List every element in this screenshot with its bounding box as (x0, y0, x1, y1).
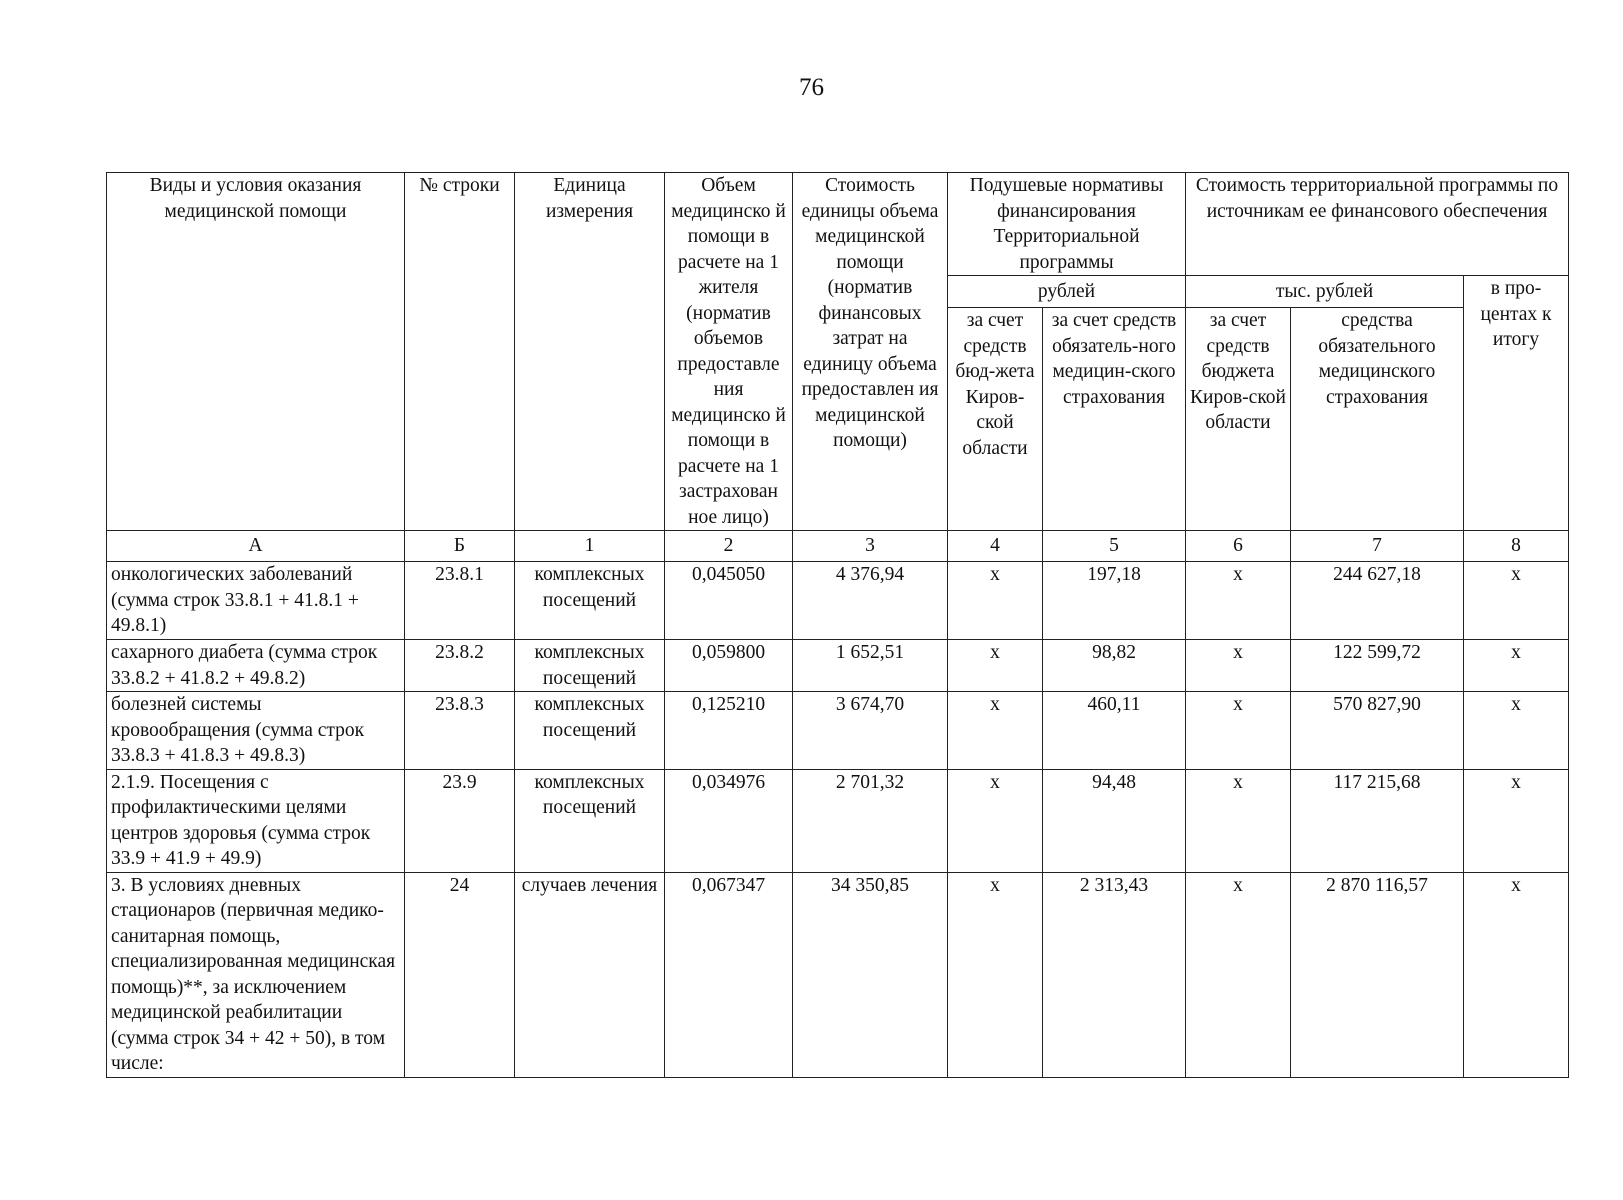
row-regional-budget-per-capita: х (948, 562, 1043, 640)
row-kind-of-care: болезней системы кровообращения (сумма строк 33.8.3 + 41.8.3 + 49.8.3) (107, 692, 405, 770)
row-regional-budget-cost: х (1186, 692, 1291, 770)
header-unit: Единица измерения (515, 173, 665, 531)
row-unit-cost: 3 674,70 (793, 692, 948, 770)
row-unit: комплексных посещений (515, 769, 665, 872)
row-volume: 0,125210 (665, 692, 793, 770)
row-kind-of-care: 3. В условиях дневных стационаров (первичная медико-санитарная помощь, специализированная медицинская помощь)**, за исключением медицинской реабилитации (сумма строк 34 + 42 + 50), в том числе: (107, 872, 405, 1077)
row-regional-budget-cost: х (1186, 769, 1291, 872)
table-row (107, 692, 1569, 770)
row-percent: х (1464, 562, 1569, 640)
header-per-capita-group: Подушевые нормативы финансирования Территориальной программы (948, 173, 1186, 276)
row-regional-budget-cost: х (1186, 562, 1291, 640)
row-unit-cost: 4 376,94 (793, 562, 948, 640)
row-number: 23.8.1 (405, 562, 515, 640)
header-unit-cost: Стоимость единицы объема медицинской помощи (норматив финансовых затрат на единицу объема предоставлен ия медицинской помощи) (793, 173, 948, 531)
column-number: 5 (1043, 531, 1186, 562)
row-regional-budget-per-capita: х (948, 872, 1043, 1077)
column-number: 6 (1186, 531, 1291, 562)
row-percent: х (1464, 692, 1569, 770)
header-program-cost-group: Стоимость территориальной программы по источникам ее финансового обеспечения (1186, 173, 1569, 276)
row-number: 23.8.2 (405, 640, 515, 692)
row-unit: комплексных посещений (515, 640, 665, 692)
header-row-number: № строки (405, 173, 515, 531)
header-volume: Объем медицинско й помощи в расчете на 1 жителя (норматив объемов предоставле ния медицинско й помощи в расчете на 1 застрахован ное лицо) (665, 173, 793, 531)
row-oms-cost: 117 215,68 (1291, 769, 1464, 872)
table-row (107, 769, 1569, 872)
header-regional-budget-per-capita: за счет средств бюд-жета Киров-ской области (948, 308, 1043, 531)
row-regional-budget-cost: х (1186, 872, 1291, 1077)
header-oms-cost: средства обязательного медицинского страхования (1291, 308, 1464, 531)
row-volume: 0,067347 (665, 872, 793, 1077)
row-oms-cost: 570 827,90 (1291, 692, 1464, 770)
row-unit: комплексных посещений (515, 692, 665, 770)
header-percent-of-total: в про-центах к итогу (1464, 276, 1569, 531)
table-row (107, 872, 1569, 1077)
column-number: 3 (793, 531, 948, 562)
column-number: 1 (515, 531, 665, 562)
row-regional-budget-per-capita: х (948, 692, 1043, 770)
table-row (107, 640, 1569, 692)
row-unit: случаев лечения (515, 872, 665, 1077)
row-unit-cost: 2 701,32 (793, 769, 948, 872)
row-percent: х (1464, 640, 1569, 692)
row-oms-per-capita: 460,11 (1043, 692, 1186, 770)
row-oms-cost: 2 870 116,57 (1291, 872, 1464, 1077)
column-number-row (107, 531, 1569, 562)
row-regional-budget-per-capita: х (948, 640, 1043, 692)
row-number: 23.8.3 (405, 692, 515, 770)
row-volume: 0,059800 (665, 640, 793, 692)
row-oms-cost: 244 627,18 (1291, 562, 1464, 640)
row-regional-budget-per-capita: х (948, 769, 1043, 872)
column-number: 4 (948, 531, 1043, 562)
column-number: Б (405, 531, 515, 562)
column-number: 2 (665, 531, 793, 562)
row-kind-of-care: онкологических заболеваний (сумма строк 33.8.1 + 41.8.1 + 49.8.1) (107, 562, 405, 640)
header-unit-rub: рублей (948, 276, 1186, 308)
row-unit-cost: 34 350,85 (793, 872, 948, 1077)
row-oms-per-capita: 94,48 (1043, 769, 1186, 872)
row-percent: х (1464, 769, 1569, 872)
row-oms-per-capita: 2 313,43 (1043, 872, 1186, 1077)
header-unit-thousand-rub: тыс. рублей (1186, 276, 1464, 308)
row-volume: 0,045050 (665, 562, 793, 640)
row-oms-per-capita: 98,82 (1043, 640, 1186, 692)
row-kind-of-care: 2.1.9. Посещения с профилактическими целями центров здоровья (сумма строк 33.9 + 41.9 + 49.9) (107, 769, 405, 872)
row-number: 24 (405, 872, 515, 1077)
row-unit-cost: 1 652,51 (793, 640, 948, 692)
row-volume: 0,034976 (665, 769, 793, 872)
financing-table (106, 172, 1569, 1078)
table-row (107, 562, 1569, 640)
row-kind-of-care: сахарного диабета (сумма строк 33.8.2 + 41.8.2 + 49.8.2) (107, 640, 405, 692)
row-oms-per-capita: 197,18 (1043, 562, 1186, 640)
row-regional-budget-cost: х (1186, 640, 1291, 692)
row-percent: х (1464, 872, 1569, 1077)
row-number: 23.9 (405, 769, 515, 872)
header-regional-budget-cost: за счет средств бюджета Киров-ской области (1186, 308, 1291, 531)
column-number: 7 (1291, 531, 1464, 562)
column-number: 8 (1464, 531, 1569, 562)
header-oms-per-capita: за счет средств обязатель-ного медицин-ского страхования (1043, 308, 1186, 531)
row-unit: комплексных посещений (515, 562, 665, 640)
header-kind-of-care: Виды и условия оказания медицинской помощи (107, 173, 405, 531)
row-oms-cost: 122 599,72 (1291, 640, 1464, 692)
page-number: 76 (799, 74, 824, 101)
column-number: А (107, 531, 405, 562)
